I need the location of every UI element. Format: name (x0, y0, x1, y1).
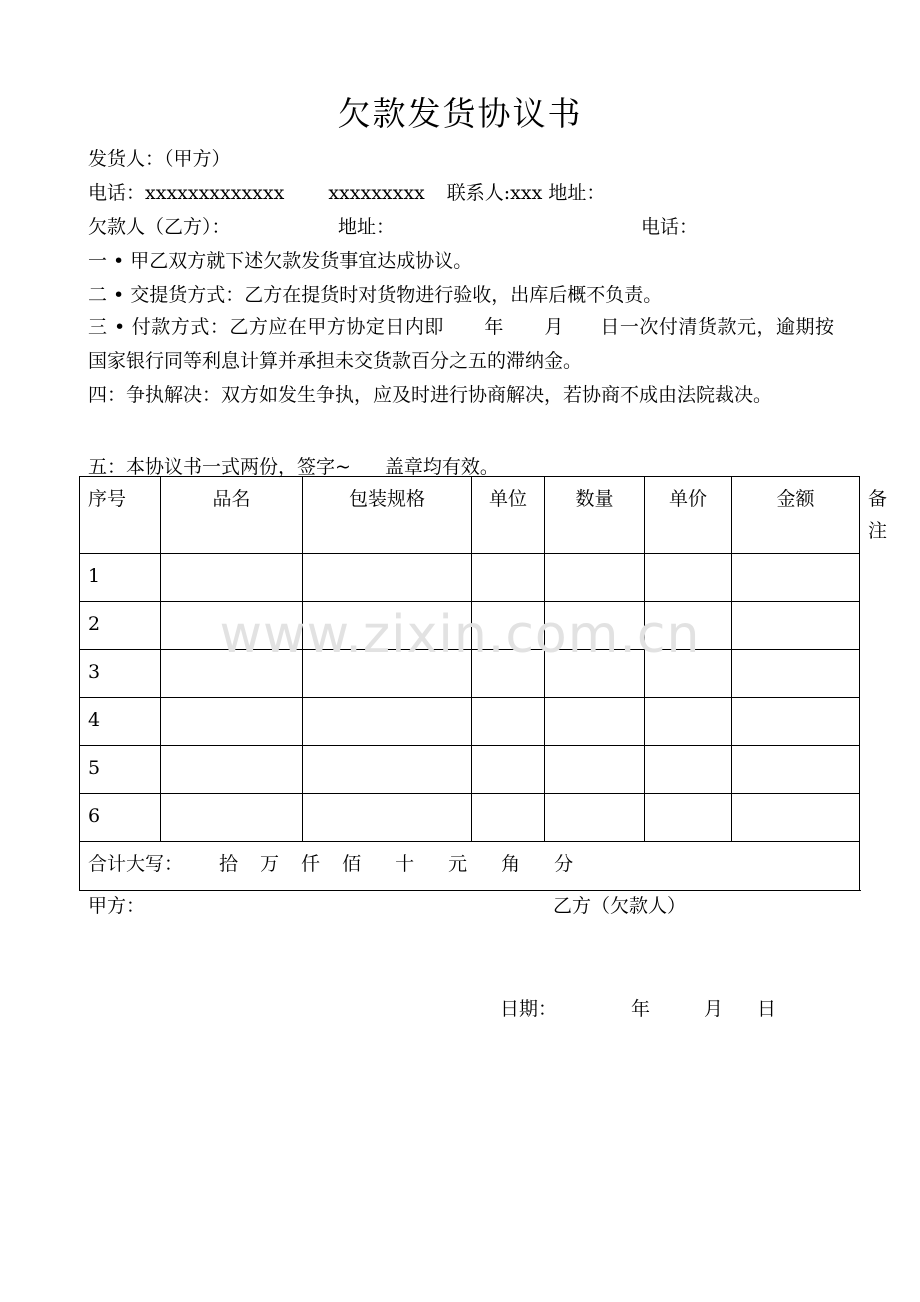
cell-quantity[interactable] (545, 746, 645, 794)
clause-4: 四：争执解决：双方如发生争执，应及时进行协商解决，若协商不成由法院裁决。 (88, 384, 773, 406)
cell-product-name[interactable] (161, 602, 303, 650)
cell-packaging[interactable] (303, 602, 472, 650)
table-header-row: 序号 品名 包装规格 单位 数量 单价 金额 备注 (80, 477, 860, 554)
watermark: www.zixin.com.cn (219, 605, 701, 665)
table-row (80, 554, 860, 602)
cell-unit[interactable] (472, 650, 545, 698)
debtor-address-label: 地址： (338, 216, 396, 238)
date-year: 年 (631, 998, 651, 1020)
header-index: 序号 (80, 477, 161, 554)
date-label: 日期： (500, 998, 558, 1020)
cell-amount[interactable] (732, 698, 860, 746)
table-row (80, 794, 860, 842)
cell-packaging[interactable] (303, 698, 472, 746)
cell-quantity[interactable] (545, 602, 645, 650)
cell-product-name[interactable] (161, 746, 303, 794)
total-unit-bai: 佰 (342, 853, 362, 875)
total-unit-shi2: 十 (395, 853, 415, 875)
header-amount: 金额 (732, 477, 860, 554)
row-index: 6 (80, 794, 161, 842)
cell-product-name[interactable] (161, 794, 303, 842)
row-index: 4 (80, 698, 161, 746)
total-unit-yuan: 元 (448, 853, 468, 875)
total-unit-shi: 拾 (219, 853, 239, 875)
cell-quantity[interactable] (545, 554, 645, 602)
total-unit-wan: 万 (260, 853, 280, 875)
cell-unit[interactable] (472, 554, 545, 602)
clause-5 (88, 452, 499, 479)
row-index: 3 (80, 650, 161, 698)
phone-value-2: xxxxxxxxx (328, 182, 425, 204)
header-packaging: 包装规格 (303, 477, 472, 554)
total-cell[interactable] (80, 842, 860, 891)
date-day: 日 (757, 998, 777, 1020)
total-unit-fen: 分 (554, 853, 574, 875)
phone-value: xxxxxxxxxxxxx (145, 182, 285, 204)
contact-label: 联系人:xxx 地址： (446, 182, 606, 204)
cell-quantity[interactable] (545, 794, 645, 842)
table-row (80, 650, 860, 698)
cell-unit[interactable] (472, 746, 545, 794)
total-unit-jiao: 角 (501, 853, 521, 875)
cell-unit-price[interactable] (645, 746, 732, 794)
cell-unit-price[interactable] (645, 650, 732, 698)
header-product-name: 品名 (161, 477, 303, 554)
clause-3-year: 年 (483, 316, 504, 338)
row-index: 2 (80, 602, 161, 650)
cell-packaging[interactable] (303, 554, 472, 602)
clause-1: 一 • 甲乙双方就下述欠款发货事宜达成协议。 (88, 250, 473, 272)
cell-unit[interactable] (472, 602, 545, 650)
table-row (80, 602, 860, 650)
cell-amount[interactable] (732, 746, 860, 794)
debtor-line (88, 212, 834, 239)
cell-packaging[interactable] (303, 650, 472, 698)
cell-unit[interactable] (472, 698, 545, 746)
date-month: 月 (704, 998, 724, 1020)
header-unit: 单位 (472, 477, 545, 554)
cell-unit-price[interactable] (645, 602, 732, 650)
cell-unit-price[interactable] (645, 554, 732, 602)
header-unit-price: 单价 (645, 477, 732, 554)
total-label: 合计大写： (88, 853, 184, 875)
cell-amount[interactable] (732, 602, 860, 650)
total-row (80, 842, 860, 891)
clause-3-end: 日一次付清货款元，逾期按国家银行同等利息计算并承担未交货款百分之五的滞纳金。 (88, 316, 834, 372)
cell-product-name[interactable] (161, 554, 303, 602)
cell-unit-price[interactable] (645, 698, 732, 746)
clause-3 (88, 310, 834, 378)
clause-5-end: 盖章均有效。 (384, 456, 499, 478)
cell-quantity[interactable] (545, 650, 645, 698)
row-index: 1 (80, 554, 161, 602)
clause-2: 二 • 交提货方式：乙方在提货时对货物进行验收，出库后概不负责。 (88, 284, 663, 306)
clause-3-month: 月 (543, 316, 564, 338)
cell-amount[interactable] (732, 554, 860, 602)
cell-packaging[interactable] (303, 794, 472, 842)
clause-3-start: 三 • 付款方式：乙方应在甲方协定日内即 (88, 316, 444, 338)
document-title: 欠款发货协议书 (337, 94, 583, 133)
debtor-label: 欠款人（乙方）： (88, 216, 231, 238)
party-a-label: 甲方： (88, 895, 146, 917)
table-row (80, 746, 860, 794)
cell-unit[interactable] (472, 794, 545, 842)
date-line (500, 994, 776, 1021)
cell-amount[interactable] (732, 794, 860, 842)
cell-product-name[interactable] (161, 650, 303, 698)
clause-5-start: 五：本协议书一式两份，签字~ (88, 456, 351, 478)
cell-packaging[interactable] (303, 746, 472, 794)
shipper-line: 发货人：（甲方） (88, 148, 231, 170)
party-b-label: 乙方（欠款人） (553, 895, 687, 917)
goods-table (79, 476, 888, 891)
header-quantity: 数量 (545, 477, 645, 554)
cell-amount[interactable] (732, 650, 860, 698)
shipper-phone-line (88, 178, 605, 205)
cell-quantity[interactable] (545, 698, 645, 746)
row-index: 5 (80, 746, 161, 794)
total-unit-qian: 仟 (301, 853, 321, 875)
debtor-phone-label: 电话： (641, 216, 699, 238)
table-row (80, 698, 860, 746)
phone-label: 电话： (88, 182, 146, 204)
cell-unit-price[interactable] (645, 794, 732, 842)
cell-product-name[interactable] (161, 698, 303, 746)
